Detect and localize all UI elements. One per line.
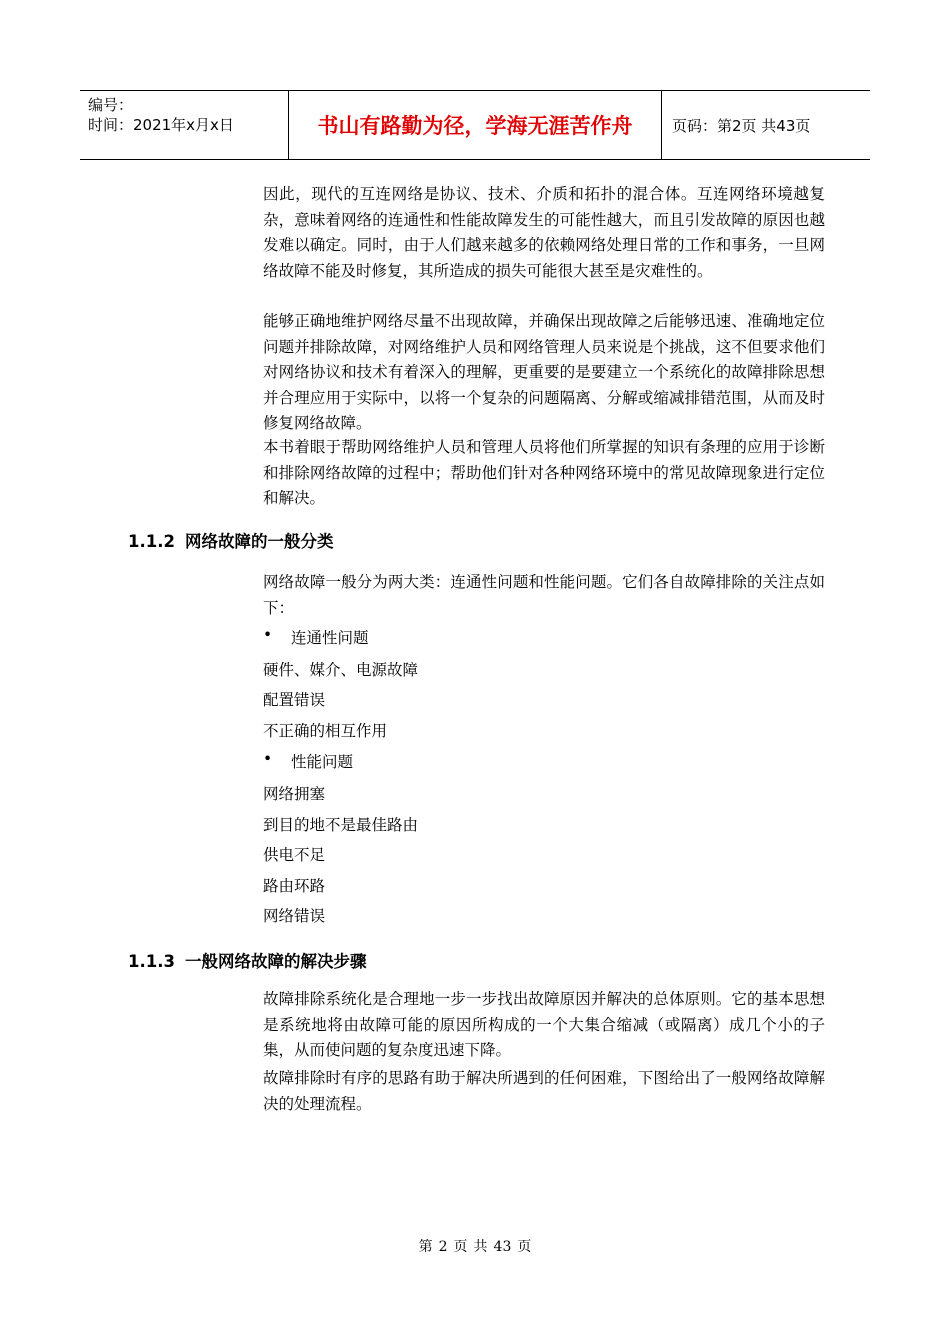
list-item: 不正确的相互作用 (263, 722, 388, 740)
footer-gong: 共 (473, 1239, 488, 1255)
bullet-icon: • (263, 626, 273, 644)
footer-ye: 页 (453, 1239, 468, 1255)
header-meta (80, 91, 289, 159)
paragraph-3: 本书着眼于帮助网络维护人员和管理人员将他们所掌握的知识有条理的应用于诊断和排除网络故障的过程中；帮助他们针对各种网络环境中的常见故障现象进行定位和解决。 (263, 438, 825, 507)
footer-di: 第 (418, 1239, 433, 1255)
section-title: 网络故障的一般分类 (184, 532, 334, 551)
page-footer (0, 1236, 950, 1256)
header-motto: 书山有路勤为径，学海无涯苦作舟 (289, 91, 662, 159)
section-heading-1-1-2 (128, 528, 333, 552)
header-page-info: 页码：第2页 共43页 (672, 116, 811, 135)
number-label: 编号： (88, 96, 134, 114)
bullet-icon: • (263, 750, 273, 768)
section-number: 1.1.2 (128, 532, 175, 551)
section-112-intro: 网络故障一般分为两大类：连通性问题和性能问题。它们各自故障排除的关注点如下： (263, 573, 825, 617)
list-item: 网络错误 (263, 907, 326, 925)
list-item: 到目的地不是最佳路由 (263, 816, 419, 834)
bullet-performance (263, 750, 353, 772)
section-113-paragraph-1: 故障排除系统化是合理地一步一步找出故障原因并解决的总体原则。它的基本思想是系统地将由故障可能的原因所构成的一个大集合缩减（或隔离）成几个小的子集，从而使问题的复杂度迅速下降。 (263, 990, 825, 1059)
time-label: 时间：2021年x月x日 (88, 116, 234, 134)
footer-ye: 页 (517, 1239, 532, 1255)
footer-page-number: 2 (438, 1239, 448, 1255)
section-113-paragraph-2: 故障排除时有序的思路有助于解决所遇到的任何困难，下图给出了一般网络故障解决的处理流程。 (263, 1069, 825, 1113)
list-item: 网络拥塞 (263, 785, 326, 803)
paragraph-1: 因此，现代的互连网络是协议、技术、介质和拓扑的混合体。互连网络环境越复杂，意味着网络的连通性和性能故障发生的可能性越大，而且引发故障的原因也越发难以确定。同时，由于人们越来越多的依赖网络处理日常的工作和事务，一旦网络故障不能及时修复，其所造成的损失可能很大甚至是灾难性的。 (263, 185, 825, 280)
list-item: 路由环路 (263, 877, 326, 895)
section-heading-1-1-3 (128, 948, 366, 972)
list-item: 供电不足 (263, 846, 326, 864)
page-header (80, 90, 870, 160)
list-item: 硬件、媒介、电源故障 (263, 661, 419, 679)
footer-total-pages: 43 (493, 1239, 512, 1255)
bullet-label: 连通性问题 (291, 629, 369, 647)
bullet-connectivity (263, 626, 369, 648)
paragraph-2: 能够正确地维护网络尽量不出现故障，并确保出现故障之后能够迅速、准确地定位问题并排除故障，对网络维护人员和网络管理人员来说是个挑战，这不但要求他们对网络协议和技术有着深入的理解，更重要的是要建立一个系统化的故障排除思想并合理应用于实际中，以将一个复杂的问题隔离、分解或缩减排错范围，从而及时修复网络故障。 (263, 312, 825, 432)
section-title: 一般网络故障的解决步骤 (184, 952, 367, 971)
section-number: 1.1.3 (128, 952, 175, 971)
bullet-label: 性能问题 (291, 753, 354, 771)
list-item: 配置错误 (263, 691, 326, 709)
